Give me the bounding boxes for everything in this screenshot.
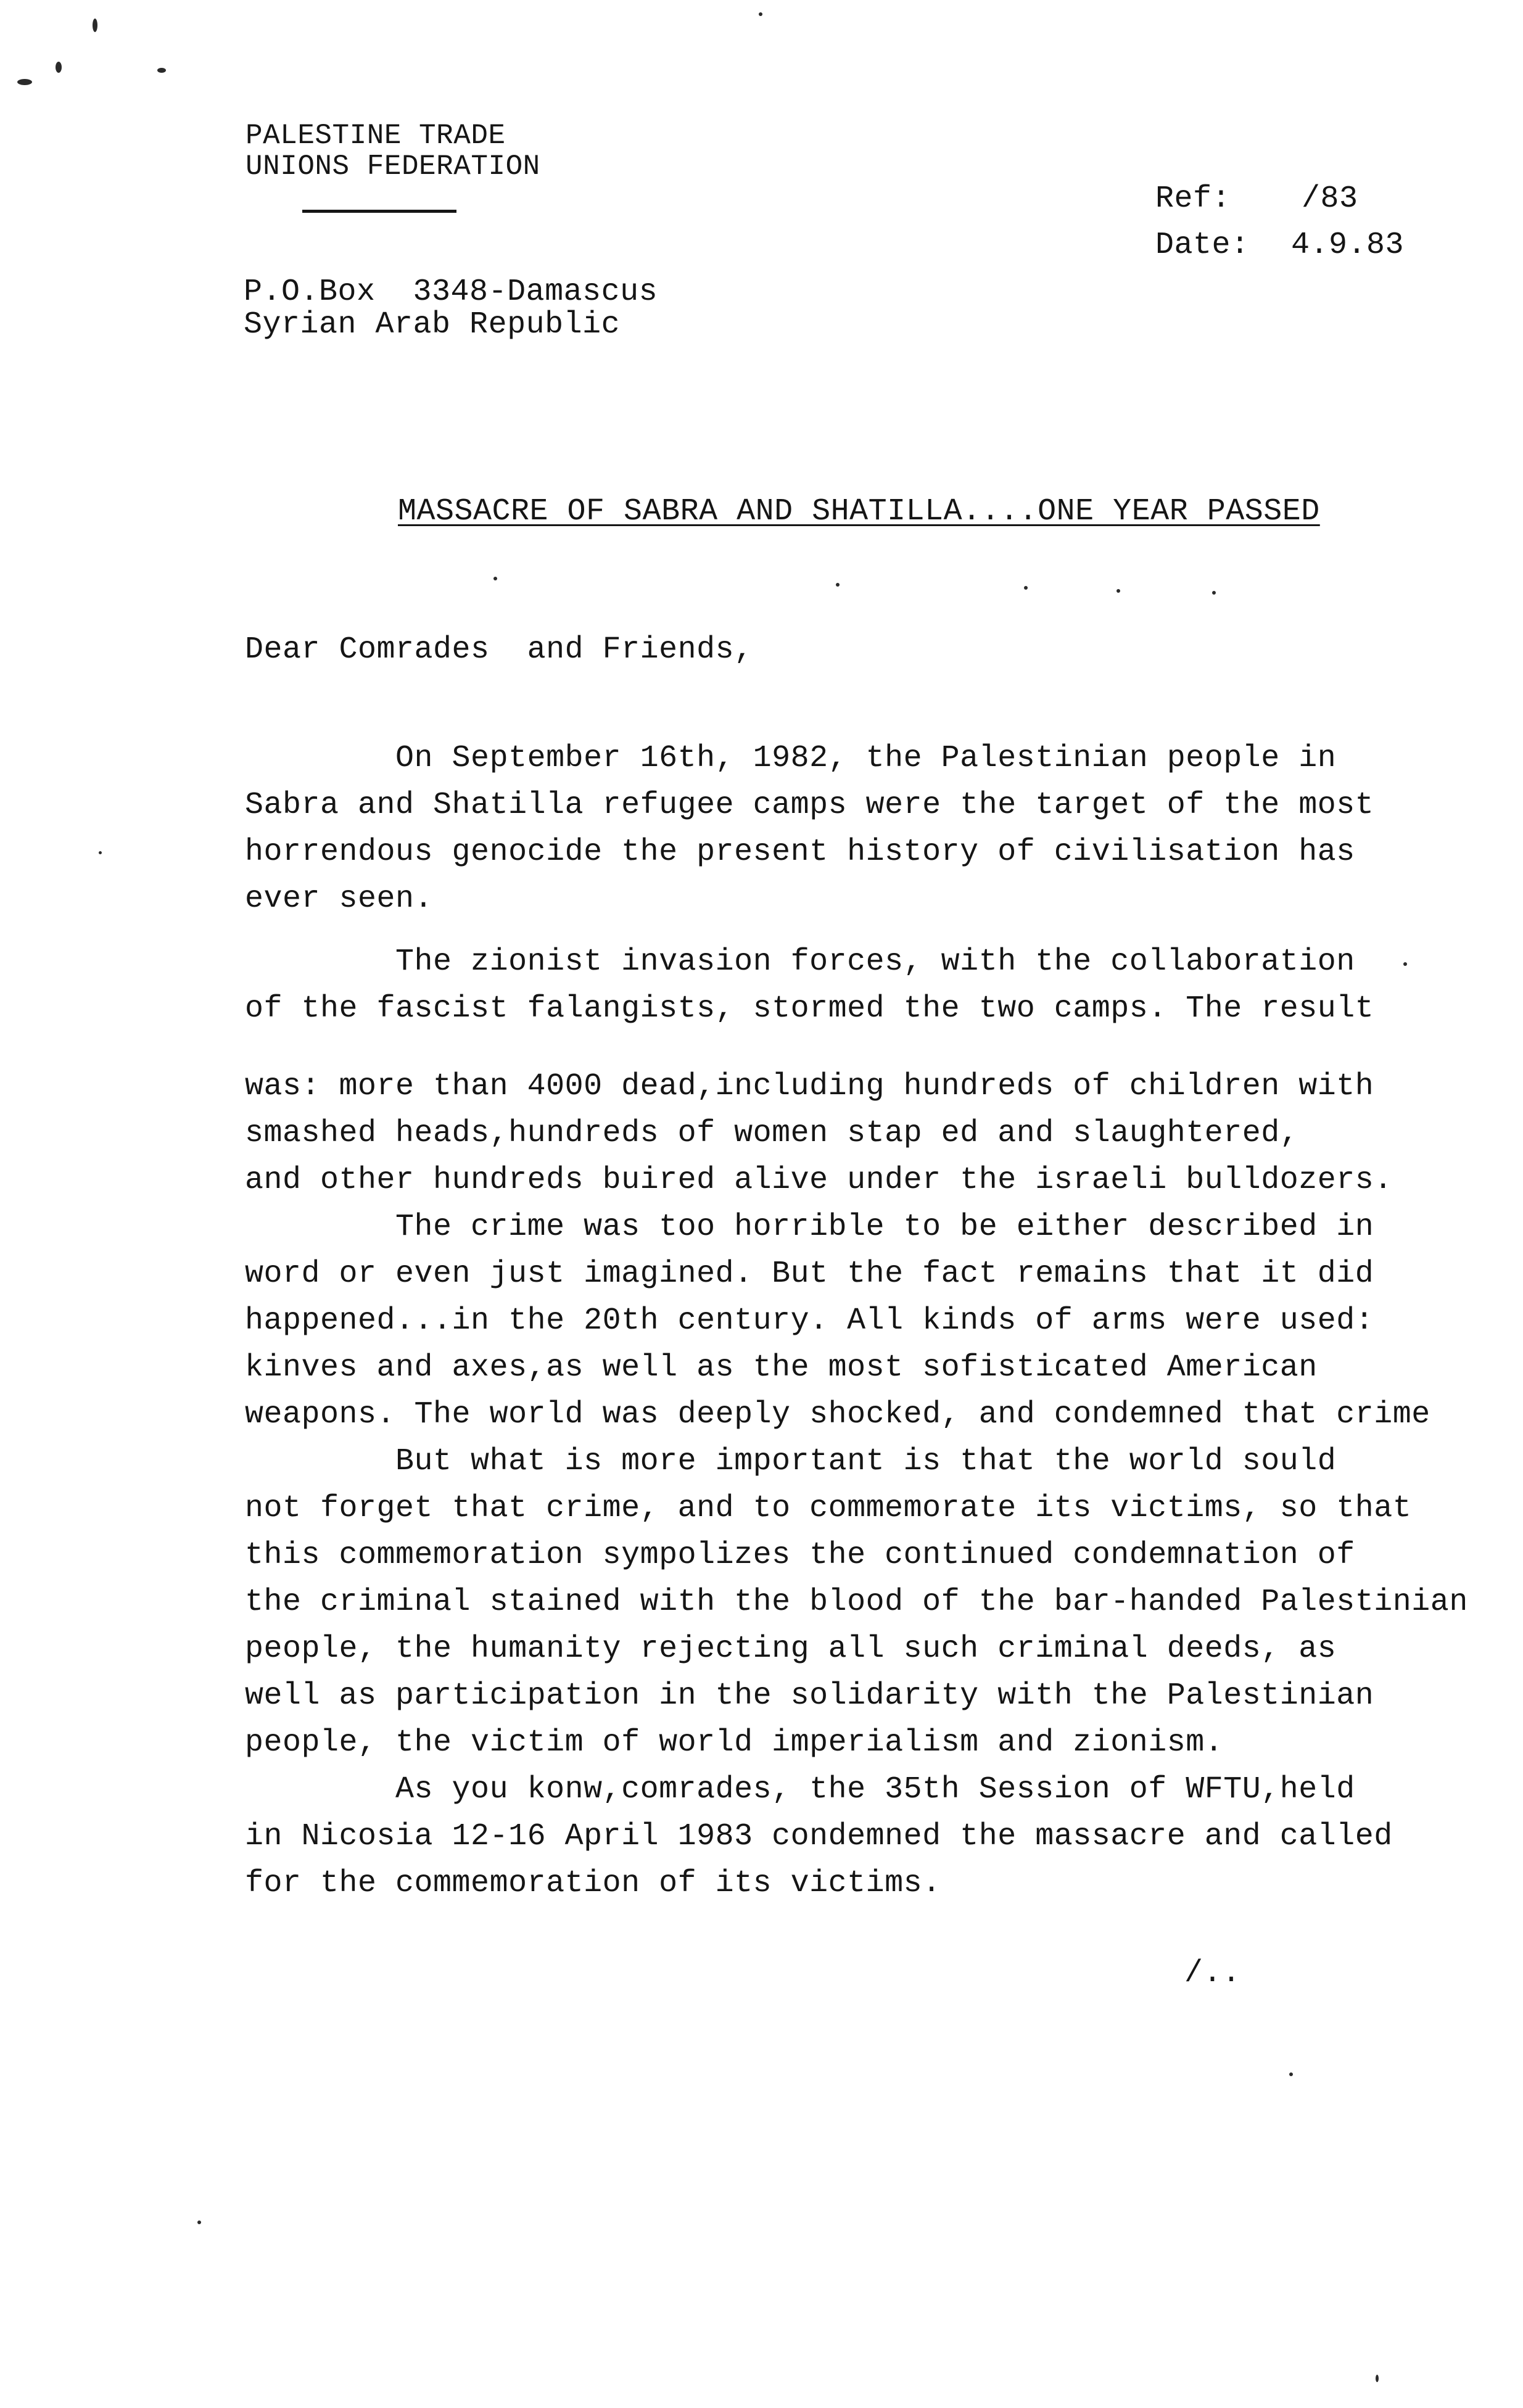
body-line: not forget that crime, and to commemorate its victims, so that xyxy=(245,1491,1412,1526)
body-line: As you konw,comrades, the 35th Session of WFTU,held xyxy=(245,1772,1355,1807)
scan-speck xyxy=(93,19,97,32)
body-line: in Nicosia 12-16 April 1983 condemned the massacre and called xyxy=(245,1819,1393,1854)
body-line: On September 16th, 1982, the Palestinian people in xyxy=(245,741,1337,776)
ref-label: Ref: xyxy=(1155,181,1231,216)
scan-speck xyxy=(99,851,102,854)
body-line: smashed heads,hundreds of women stap ed and slaughtered, xyxy=(245,1116,1299,1151)
scan-speck xyxy=(759,12,762,16)
body-line: The zionist invasion forces, with the collaboration xyxy=(245,944,1355,979)
scan-speck xyxy=(56,62,62,73)
org-name-line-2: UNIONS FEDERATION xyxy=(246,150,540,183)
body-line: Sabra and Shatilla refugee camps were the target of the most xyxy=(245,788,1374,823)
letter-title: MASSACRE OF SABRA AND SHATILLA....ONE YEAR PASSED xyxy=(398,494,1320,529)
org-name-line-1: PALESTINE TRADE xyxy=(246,120,506,152)
ref-value: /83 xyxy=(1302,181,1358,216)
body-line: the criminal stained with the blood of the bar-handed Palestinian xyxy=(245,1585,1468,1620)
body-line: word or even just imagined. But the fact remains that it did xyxy=(245,1256,1374,1292)
scan-speck xyxy=(157,68,166,73)
body-line: people, the victim of world imperialism and zionism. xyxy=(245,1725,1224,1760)
scan-speck xyxy=(1212,591,1216,595)
scan-speck xyxy=(1024,586,1028,590)
body-line: horrendous genocide the present history of civilisation has xyxy=(245,835,1355,870)
continuation-mark: /.. xyxy=(1184,1956,1241,1991)
scan-speck xyxy=(17,79,32,85)
body-line: this commemoration sympolizes the continued condemnation of xyxy=(245,1538,1355,1573)
body-line: But what is more important is that the world sould xyxy=(245,1444,1337,1479)
date-label: Date: xyxy=(1155,228,1250,263)
scan-speck xyxy=(197,2220,201,2224)
date-value: 4.9.83 xyxy=(1291,228,1405,263)
body-line: people, the humanity rejecting all such criminal deeds, as xyxy=(245,1631,1337,1667)
body-line: ever seen. xyxy=(245,881,434,917)
body-line: The crime was too horrible to be either described in xyxy=(245,1210,1374,1245)
body-line: well as participation in the solidarity with the Palestinian xyxy=(245,1678,1374,1713)
address-line-2: Syrian Arab Republic xyxy=(244,307,621,342)
scan-speck xyxy=(1116,589,1120,593)
body-line: weapons. The world was deeply shocked, and condemned that crime xyxy=(245,1397,1430,1432)
body-line: was: more than 4000 dead,including hundreds of children with xyxy=(245,1069,1374,1104)
body-line: and other hundreds buired alive under the israeli bulldozers. xyxy=(245,1163,1393,1198)
scan-speck xyxy=(1289,2072,1293,2076)
body-line: for the commemoration of its victims. xyxy=(245,1866,941,1901)
body-line: happened...in the 20th century. All kinds of arms were used: xyxy=(245,1303,1374,1338)
scan-speck xyxy=(493,577,497,580)
scan-speck xyxy=(836,583,840,587)
body-line: kinves and axes,as well as the most sofisticated American xyxy=(245,1350,1318,1385)
scan-speck xyxy=(1403,962,1407,966)
address-line-1: P.O.Box 3348-Damascus xyxy=(244,274,658,310)
salutation: Dear Comrades and Friends, xyxy=(245,632,753,667)
header-rule xyxy=(302,210,456,213)
body-line: of the fascist falangists, stormed the two camps. The result xyxy=(245,991,1374,1026)
scan-speck xyxy=(1376,2375,1379,2382)
